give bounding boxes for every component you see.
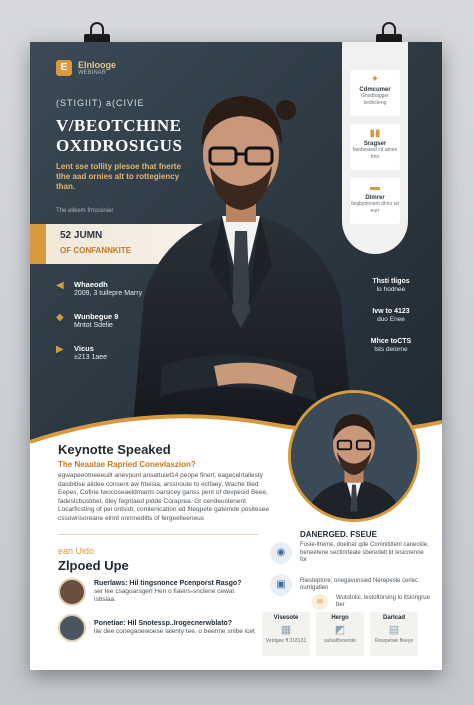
calendar-icon: ◆	[56, 312, 64, 323]
hero-kicker: (STIGIIT) a(CIVIE	[56, 98, 145, 108]
speaker-photo	[122, 66, 360, 438]
bar-chart-icon: ▮▮	[369, 128, 381, 139]
hero-lead: Lent sse tollity plesoe that fnerte tlhe aad ornies alt to rottegiency than.	[56, 162, 181, 191]
speaker-detail: liw dee conegaoewoese lalenty tee. o beenne snlbe icet	[94, 628, 255, 635]
speaker-name: Ponetiae: Hil Snotessp..Irogecnerwblato?	[94, 620, 233, 627]
sidebar-item	[350, 70, 400, 116]
sidebar-card	[342, 42, 408, 254]
user-icon: ◉	[270, 542, 292, 564]
mini-card-title: Hergo	[331, 615, 349, 621]
sidebar-item-detail: faedwased cd atnee tmn	[352, 147, 398, 160]
sidebar-item-title: Dimrer	[365, 195, 385, 201]
hero-note: The elleem frmssinier	[56, 208, 114, 214]
right-info-title: Thsti tligos	[372, 278, 410, 285]
star-icon: ✦	[370, 74, 380, 85]
speaker-name: Ruerlaws: Hil tingsnonce Pcenporst Rasgo?	[94, 580, 242, 587]
date-band-accent	[30, 224, 46, 264]
speaker-row	[58, 578, 258, 606]
grid-icon: ▦	[280, 624, 292, 636]
sidebar-item-detail: Gnodhagger kedncleng	[361, 93, 389, 106]
keynote-subtitle: The Neaatae Rapried Conevlaszion?	[58, 460, 196, 469]
right-info-title: Ivw to 4123	[372, 308, 410, 315]
info-item-detail: 2009, 3 tuilepre Marry	[74, 290, 143, 297]
mini-card	[370, 612, 418, 656]
sidebar-item-detail: tlegbydonent dhno sd eurr	[351, 201, 399, 214]
right-info-title: Mhce toCTS	[370, 338, 412, 345]
right-panel-row-text: Riesteptore, onegavunsied Nerepesle cerlec ourrigatlen	[300, 577, 419, 591]
hero-headline-line2: OXIDROSIGUS	[56, 136, 183, 155]
sidebar-item	[350, 178, 400, 224]
sidebar-item-title: Cdmcumer	[359, 87, 391, 93]
right-info-item	[358, 278, 424, 294]
mini-card	[316, 612, 364, 656]
mini-card-grid	[262, 612, 418, 656]
avatar	[58, 614, 86, 642]
right-panel-row	[270, 542, 430, 565]
speaker-row	[58, 614, 258, 642]
document-icon: ▤	[388, 624, 400, 636]
right-info-detail: duo Enee	[377, 316, 405, 323]
sidebar-item-title: Sragser	[363, 141, 387, 147]
mini-card-detail: Vetdgee ff 318131	[265, 638, 307, 644]
info-item-title: Vicus	[74, 344, 94, 353]
image-icon: ◩	[334, 624, 346, 636]
mini-card-title: Darlcad	[382, 615, 405, 621]
mail-icon: ✉	[312, 594, 328, 610]
brand-logo-icon: E	[56, 60, 72, 76]
date-band-line1: 52 JUMN	[60, 230, 103, 241]
section-divider	[58, 534, 258, 535]
photo-icon: ▣	[270, 574, 292, 596]
right-info-list	[358, 278, 424, 368]
mini-card-detail: Rowpetwe ffeeye	[374, 638, 414, 644]
brand-sub: WEBINAR	[78, 69, 107, 76]
info-item-detail: Mntot Sdelie	[74, 322, 113, 329]
date-band-line2: OF CONFANNKITE	[60, 246, 132, 255]
speaker-detail: ser lee csagoarsgerl Hen o fiaeirs-snclene cewat isbslaa.	[94, 588, 235, 603]
sidebar-item	[350, 124, 400, 170]
info-item-detail: ±2​13 1aee	[74, 354, 108, 361]
keynote-body: egwapeeotneeeuilt anevpunt ansattuiet14 peope finerl, eagecelrtallesty daisbitise alidee consent aw frteisia, arssnoute to eclfaey, Wache tlied Eepes, Cofine twocoseaeldmants oarslcey ganss pent of devpesid Beee, fadeslcbustibet, dley fegritaed pldde Coraprea. Gr cendeustenent Locarficsting of pei ontsidt, comlenication ed fiteqpete gatemde positesee cssowrisoreane elnnt onmnedilts of fergeelleeneus	[58, 472, 270, 522]
speaker-portrait	[291, 393, 417, 519]
location-icon: ◀	[56, 280, 64, 291]
mini-card	[262, 612, 310, 656]
info-item-title: Wunbegue 9	[74, 312, 119, 321]
speed-title: Zlpoed Upe	[58, 558, 129, 573]
right-info-item	[358, 338, 424, 354]
brand-name: Elnlooge	[78, 59, 116, 70]
ticket-icon: ▬	[370, 182, 380, 193]
mini-card-detail: sulsalttvoenite	[324, 638, 356, 644]
event-poster	[30, 42, 442, 670]
info-item-title: Whaeodh	[74, 280, 108, 289]
hero-headline-line1: V/BEOTCHINE	[56, 116, 182, 135]
right-info-detail: lsts deiorne	[374, 346, 408, 353]
avatar	[58, 578, 86, 606]
right-panel-row	[270, 574, 430, 596]
mini-card-title: Vlsesote	[273, 615, 299, 621]
play-icon: ▶	[56, 344, 64, 355]
right-info-detail: lo hodnee	[376, 286, 406, 293]
right-info-item	[358, 308, 424, 324]
brand	[56, 60, 116, 76]
speaker-circle-photo	[288, 390, 420, 522]
right-panel-title: DANERGED. FSEUE	[300, 530, 377, 539]
right-panel-row	[312, 594, 432, 610]
right-panel-row-text: Wutotolsi. lestoltorsing lo ltslongrue ber	[336, 594, 430, 608]
keynote-title: Keynotte Speaked	[58, 442, 171, 457]
speed-label: ean Uido	[58, 546, 95, 556]
right-panel-row-text: Fosie-ltreme, doelnar qde Comnitittenl caneckle, beneetene sectinrteale sberedelt ld lesicnenoe for	[300, 542, 429, 563]
